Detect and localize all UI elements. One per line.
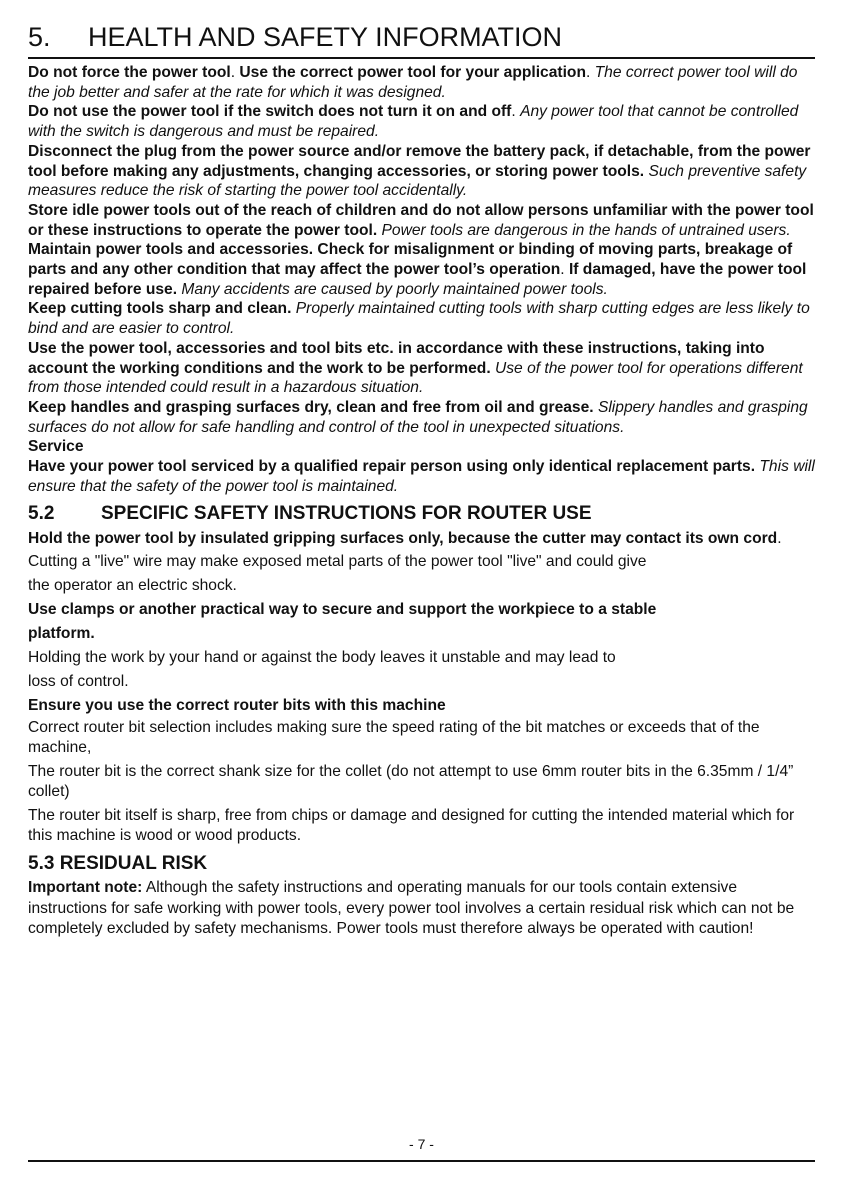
footer-divider xyxy=(28,1160,815,1162)
residual-risk-section xyxy=(28,878,815,940)
router-explanation: loss of control. xyxy=(28,673,129,691)
section-heading-5-3: 5.3 RESIDUAL RISK xyxy=(28,853,208,875)
router-explanation: Holding the work by your hand or against the body leaves it unstable and may lead to xyxy=(28,649,616,667)
safety-paragraph: Use the power tool, accessories and tool bits etc. in accordance with these instructions, taking into account the working conditions and the work to be performed. Use of the power tool for operations different from those intended could result in a hazardous situation. xyxy=(28,339,803,397)
page-number: - 7 - xyxy=(409,1136,434,1152)
section-heading-5-2 xyxy=(28,502,815,526)
section-heading-5 xyxy=(28,20,815,59)
page xyxy=(28,20,815,940)
safety-paragraph: Do not use the power tool if the switch does not turn it on and off. Any power tool that cannot be controlled with the switch is dangerous and must be repaired. xyxy=(28,103,799,141)
router-explanation: the operator an electric shock. xyxy=(28,577,237,595)
router-rule: Hold the power tool by insulated gripping surfaces only, because the cutter may contact its own cord. xyxy=(28,530,782,548)
heading-number: 5. xyxy=(28,22,51,52)
safety-paragraph: Maintain power tools and accessories. Check for misalignment or binding of moving parts, breakage of parts and any other condition that may affect the power tool’s operation. If damaged, have the power tool repaired before use. Many accidents are caused by poorly maintained power tools. xyxy=(28,241,807,298)
router-rule: Use clamps or another practical way to secure and support the workpiece to a stable xyxy=(28,601,657,619)
safety-paragraph: Disconnect the plug from the power source and/or remove the battery pack, if detachable, from the power tool before making any adjustments, changing accessories, or storing power tools. Such preventive safety measures reduce the risk of starting the power tool accidentally. xyxy=(28,142,811,200)
router-explanation: Cutting a "live" wire may make exposed metal parts of the power tool "live" and could give xyxy=(28,553,647,571)
heading-number: 5.2 xyxy=(28,503,55,525)
router-explanation: Correct router bit selection includes making sure the speed rating of the bit matches or exceeds that of the machine, xyxy=(28,719,760,757)
heading-title: SPECIFIC SAFETY INSTRUCTIONS FOR ROUTER USE xyxy=(101,503,592,525)
router-rule: Ensure you use the correct router bits with this machine xyxy=(28,697,446,715)
safety-paragraph: Keep handles and grasping surfaces dry, clean and free from oil and grease. Slippery handles and grasping surfaces do not allow for safe handling and control of the tool in unexpected situations. xyxy=(28,398,808,436)
router-explanation: The router bit is the correct shank size for the collet (do not attempt to use 6mm router bits in the 6.35mm / 1/4” collet) xyxy=(28,763,794,801)
residual-risk-note: Important note: Although the safety instructions and operating manuals for our tools contain extensive instructions for safe working with power tools, every power tool involves a certain residual risk which can not be completely excluded by safety mechanisms. Power tools must therefore always be operated with caution! xyxy=(28,879,795,938)
safety-paragraph: Store idle power tools out of the reach of children and do not allow persons unfamiliar with the power tool or these instructions to operate the power tool. Power tools are dangerous in the hands of untrained users. xyxy=(28,201,814,239)
router-safety-section xyxy=(28,528,815,846)
router-explanation: The router bit itself is sharp, free from chips or damage and designed for cutting the intended material which for this machine is wood or wood products. xyxy=(28,807,795,845)
service-subheading: Service xyxy=(28,438,84,456)
router-rule: platform. xyxy=(28,625,95,643)
general-safety-list xyxy=(28,63,815,496)
safety-paragraph: Do not force the power tool. Use the correct power tool for your application. The correct power tool will do the job better and safer at the rate for which it was designed. xyxy=(28,64,798,101)
safety-paragraph: Have your power tool serviced by a qualified repair person using only identical replacement parts. This will ensure that the safety of the power tool is maintained. xyxy=(28,458,815,495)
heading-title: HEALTH AND SAFETY INFORMATION xyxy=(88,22,563,52)
safety-paragraph: Keep cutting tools sharp and clean. Properly maintained cutting tools with sharp cutting edges are less likely to bind and are easier to control. xyxy=(28,300,810,338)
